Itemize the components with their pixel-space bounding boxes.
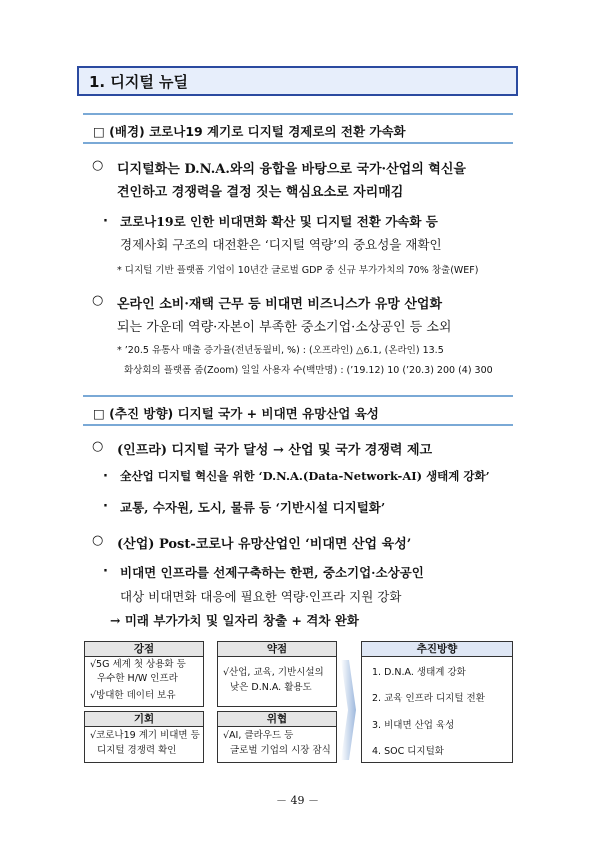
dot-bullet-icon: ·	[103, 564, 108, 579]
strategy-item-4: 4. SOC 디지털화	[372, 746, 444, 757]
direction-para5-line2: 대상 비대면화 대응에 필요한 역량·인프라 지원 강화	[120, 589, 402, 604]
swot-strength-title: 강점	[85, 642, 203, 657]
dot-bullet-icon: ·	[103, 469, 108, 484]
background-para1-line1: 디지털화는 D.N.A.와의 융합을 바탕으로 국가·산업의 혁신을	[117, 162, 466, 177]
circle-bullet-icon: ○	[92, 158, 104, 173]
swot-weakness-line2: 낮은 D.N.A. 활용도	[230, 682, 312, 693]
dot-bullet-icon: ·	[103, 214, 108, 229]
swot-threat-title: 위협	[218, 712, 336, 727]
swot-strength-line1: √5G 세계 첫 상용화 등	[90, 659, 186, 670]
strategy-item-1: 1. D.N.A. 생태계 강화	[372, 667, 466, 678]
swot-opportunity-box	[84, 711, 204, 763]
swot-weakness-line1: √산업, 교육, 기반시설의	[223, 667, 324, 678]
direction-para5-line1: 비대면 인프라를 선제구축하는 한편, 중소기업·소상공인	[120, 565, 424, 580]
background-para3-line1: 온라인 소비·재택 근무 등 비대면 비즈니스가 유망 산업화	[117, 297, 443, 312]
swot-strategy-box	[361, 641, 513, 763]
background-note2-line1: * ’20.5 유통사 매출 증가율(전년동월비, %) : (오프라인) △6.1, (온라인) 13.5	[117, 345, 444, 356]
circle-bullet-icon: ○	[92, 533, 104, 548]
swot-strength-line2: 우수한 H/W 인프라	[97, 673, 178, 684]
background-para2-line2: 경제사회 구조의 대전환은 ‘디지털 역량’의 중요성을 재확인	[120, 237, 442, 252]
swot-threat-line2: 글로벌 기업의 시장 잠식	[230, 745, 331, 756]
chevron-right-icon	[339, 660, 357, 760]
background-para3-line2: 되는 가운데 역량·자본이 부족한 중소기업·소상공인 등 소외	[117, 320, 452, 335]
background-para2-line1: 코로나19로 인한 비대면화 확산 및 디지털 전환 가속화 등	[120, 214, 438, 229]
strategy-item-3: 3. 비대면 산업 육성	[372, 720, 455, 731]
section-title-box	[77, 66, 518, 96]
circle-bullet-icon: ○	[92, 293, 104, 308]
background-note2-line2: 화상회의 플랫폼 줌(Zoom) 일일 사용자 수(백만명) : (’19.12) 10 (’20.3) 200 (4) 300	[124, 365, 493, 376]
swot-opportunity-line1: √코로나19 계기 비대면 등	[90, 730, 200, 741]
dot-bullet-icon: ·	[103, 499, 108, 514]
swot-threat-line1: √AI, 클라우드 등	[223, 730, 294, 741]
direction-heading-box	[83, 395, 513, 426]
background-para1-line2: 견인하고 경쟁력을 결정 짓는 핵심요소로 자리매김	[117, 185, 404, 200]
direction-para2: 全산업 디지털 혁신을 위한 ‘D.N.A.(Data-Network-AI) 생태계 강화’	[120, 469, 490, 483]
background-heading: □ (배경) 코로나19 계기로 디지털 경제로의 전환 가속화	[93, 124, 406, 139]
swot-opportunity-line2: 디지털 경쟁력 확인	[97, 745, 177, 756]
swot-threat-box	[217, 711, 337, 763]
strategy-item-2: 2. 교육 인프라 디지털 전환	[372, 693, 485, 704]
direction-para4: (산업) Post-코로나 유망산업인 ‘비대면 산업 육성’	[117, 537, 412, 552]
background-heading-box	[83, 113, 513, 144]
section-title: 1. 디지털 뉴딜	[89, 73, 189, 91]
swot-strategy-title: 추진방향	[362, 642, 512, 657]
direction-para3: 교통, 수자원, 도시, 물류 등 ‘기반시설 디지털화’	[120, 500, 386, 515]
page-number: － 49 －	[276, 794, 319, 807]
direction-heading: □ (추진 방향) 디지털 국가 + 비대면 유망산업 육성	[93, 406, 379, 421]
background-note1: * 디지털 기반 플랫폼 기업이 10년간 글로벌 GDP 중 신규 부가가치의 70% 창출(WEF)	[117, 265, 479, 276]
direction-para5-line3: → 미래 부가가치 및 일자리 창출 + 격차 완화	[110, 613, 359, 628]
direction-para1: (인프라) 디지털 국가 달성 → 산업 및 국가 경쟁력 제고	[117, 443, 433, 458]
swot-opportunity-title: 기회	[85, 712, 203, 727]
circle-bullet-icon: ○	[92, 439, 104, 454]
swot-weakness-box	[217, 641, 337, 707]
swot-weakness-title: 약점	[218, 642, 336, 657]
swot-strength-line3: √방대한 데이터 보유	[90, 690, 176, 701]
swot-strength-box	[84, 641, 204, 707]
